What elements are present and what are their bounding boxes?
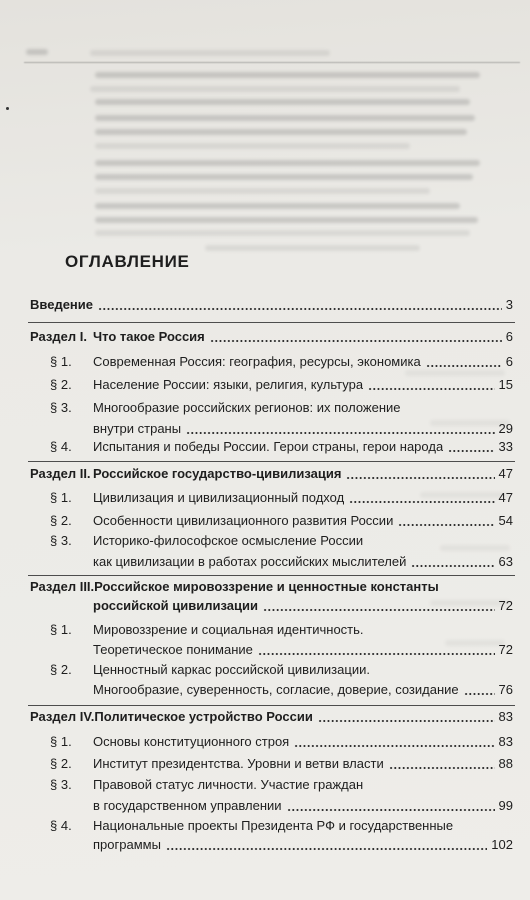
dot-leader — [318, 720, 495, 722]
paragraph-title: Основы конституционного строя — [93, 734, 290, 749]
paragraph-number: § 1. — [50, 622, 72, 637]
toc-paragraph-2-3-line-2 — [30, 552, 513, 572]
paragraph-title-continued: Многообразие, суверенность, согласие, доверие, созидание — [93, 682, 459, 697]
page-number: 72 — [498, 642, 513, 657]
toc-section-2 — [30, 464, 513, 484]
dot-leader — [349, 501, 494, 503]
paragraph-title: Современная Россия: география, ресурсы, экономика — [93, 354, 421, 369]
page-number: 29 — [498, 421, 513, 436]
paragraph-number: § 3. — [50, 777, 72, 792]
section-title: Российское мировоззрение и ценностные константы — [94, 579, 439, 594]
paragraph-title-continued: программы — [93, 837, 161, 852]
section-title: Политическое устройство России — [94, 709, 313, 724]
section-title: Что такое Россия — [93, 329, 205, 344]
toc-paragraph-4-2 — [30, 754, 513, 774]
page-number: 54 — [498, 513, 513, 528]
toc-paragraph-4-3-line-2 — [30, 796, 513, 816]
section-divider — [28, 575, 515, 576]
paragraph-title: Испытания и победы России. Герои страны, герои народа — [93, 439, 444, 454]
toc-paragraph-4-3 — [30, 775, 513, 795]
toc-paragraph-3-1 — [30, 620, 513, 640]
section-divider — [28, 705, 515, 706]
page-number: 63 — [498, 554, 513, 569]
paragraph-number: § 2. — [50, 662, 72, 677]
section-number: Раздел IV. — [30, 709, 95, 724]
dot-leader — [98, 308, 502, 310]
paragraph-title: Особенности цивилизационного развития России — [93, 513, 394, 528]
paragraph-number: § 3. — [50, 400, 72, 415]
dot-leader — [464, 693, 495, 695]
toc-section-4 — [30, 707, 513, 727]
page-number: 47 — [498, 490, 513, 505]
dot-leader — [287, 809, 495, 811]
paragraph-number: § 1. — [50, 354, 72, 369]
toc-heading: ОГЛАВЛЕНИЕ — [65, 252, 190, 271]
paragraph-number: § 2. — [50, 377, 72, 392]
toc-paragraph-4-4 — [30, 816, 513, 836]
dot-leader — [258, 653, 495, 655]
paragraph-title-continued: как цивилизации в работах российских мыслителей — [93, 554, 407, 569]
toc-paragraph-1-3-line-2 — [30, 419, 513, 439]
dot-leader — [210, 340, 502, 342]
toc-paragraph-2-1 — [30, 488, 513, 508]
page-number: 6 — [505, 329, 513, 344]
dot-leader — [398, 524, 494, 526]
dot-leader — [448, 450, 494, 452]
paragraph-number: § 1. — [50, 734, 72, 749]
dot-leader — [389, 767, 495, 769]
toc-paragraph-2-2 — [30, 511, 513, 531]
section-number: Раздел II. — [30, 466, 91, 481]
paragraph-title: Национальные проекты Президента РФ и государственные — [93, 818, 454, 833]
paragraph-title-continued: Теоретическое понимание — [93, 642, 253, 657]
toc-section-3-line-2 — [30, 596, 513, 616]
page-number: 33 — [498, 439, 513, 454]
dot-leader — [166, 848, 487, 850]
page-number: 72 — [498, 598, 513, 613]
dot-leader — [368, 388, 494, 390]
paragraph-number: § 4. — [50, 439, 72, 454]
page-number: 6 — [505, 354, 513, 369]
intro-title: Введение — [30, 297, 93, 312]
section-title: Российское государство-цивилизация — [93, 466, 342, 481]
section-number: Раздел I. — [30, 329, 87, 344]
page-number: 83 — [498, 734, 513, 749]
paragraph-title: Правовой статус личности. Участие граждан — [93, 777, 364, 792]
page-number: 76 — [498, 682, 513, 697]
paragraph-title: Ценностный каркас российской цивилизации. — [93, 662, 370, 677]
paragraph-title-continued: внутри страны — [93, 421, 182, 436]
toc-paragraph-1-4 — [30, 437, 513, 457]
toc-entry-intro — [30, 295, 513, 315]
paragraph-title: Население России: языки, религия, культура — [93, 377, 364, 392]
paragraph-title: Историко-философское осмысление России — [93, 533, 364, 548]
toc-paragraph-3-2-line-2 — [30, 680, 513, 700]
section-divider — [28, 461, 515, 462]
paragraph-number: § 4. — [50, 818, 72, 833]
paragraph-number: § 3. — [50, 533, 72, 548]
toc-paragraph-1-2 — [30, 375, 513, 395]
paragraph-title-continued: в государственном управлении — [93, 798, 282, 813]
page-number: 15 — [498, 377, 513, 392]
page-number: 83 — [498, 709, 513, 724]
dot-leader — [346, 477, 494, 479]
paragraph-number: § 2. — [50, 756, 72, 771]
section-number: Раздел III. — [30, 579, 95, 594]
dot-leader — [186, 432, 494, 434]
dot-leader — [294, 745, 494, 747]
toc-section-1 — [30, 327, 513, 347]
toc-section-3 — [30, 577, 513, 597]
dot-leader — [263, 609, 495, 611]
toc-paragraph-2-3 — [30, 531, 513, 551]
page-number: 3 — [505, 297, 513, 312]
page-number: 47 — [498, 466, 513, 481]
paragraph-title: Многообразие российских регионов: их положение — [93, 400, 401, 415]
page-number: 99 — [498, 798, 513, 813]
toc-paragraph-1-3 — [30, 398, 513, 418]
paragraph-title: Институт президентства. Уровни и ветви власти — [93, 756, 384, 771]
section-divider — [28, 322, 515, 323]
paragraph-number: § 1. — [50, 490, 72, 505]
page-number: 88 — [498, 756, 513, 771]
paragraph-number: § 2. — [50, 513, 72, 528]
dot-leader — [426, 365, 502, 367]
toc-paragraph-4-4-line-2 — [30, 835, 513, 855]
page-number: 102 — [491, 837, 513, 852]
paragraph-title: Мировоззрение и социальная идентичность. — [93, 622, 364, 637]
toc-paragraph-4-1 — [30, 732, 513, 752]
paragraph-title: Цивилизация и цивилизационный подход — [93, 490, 345, 505]
toc-paragraph-1-1 — [30, 352, 513, 372]
toc-paragraph-3-1-line-2 — [30, 640, 513, 660]
toc-paragraph-3-2 — [30, 660, 513, 680]
section-title-continued: российской цивилизации — [93, 598, 258, 613]
dot-leader — [411, 565, 494, 567]
paper-speck — [6, 107, 9, 110]
